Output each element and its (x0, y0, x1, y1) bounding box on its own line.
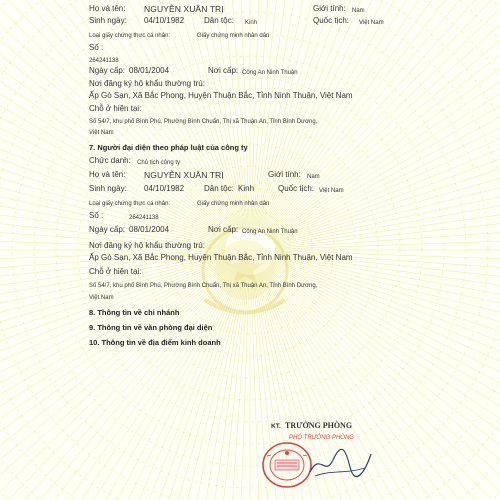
rep-issue-date: 08/01/2004 (129, 225, 170, 234)
rep-dob-label: Sinh ngày: (89, 184, 127, 193)
rep-nationality: Việt Nam (319, 188, 344, 194)
section-8-heading: 8. Thông tin về chi nhánh (89, 308, 180, 317)
rep-curr-addr-line1: Số 54/7, khu phố Bình Phú, Phường Bình Chuẩn, Thị xã Thuận An, Tỉnh Bình Dương, (89, 283, 318, 289)
rep-id-no: 264241138 (129, 215, 159, 221)
owner-id-no: 264241138 (89, 58, 119, 64)
rep-ethnic-label: Dân tộc: (204, 184, 234, 193)
rep-dob: 04/10/1982 (144, 184, 185, 193)
rep-issue-date-label: Ngày cấp: (89, 225, 126, 234)
rep-curr-addr-line2: Việt Nam (89, 295, 114, 301)
owner-perm-addr-label: Nơi đăng ký hộ khẩu thường trú: (89, 79, 205, 88)
owner-curr-addr-line1: Số 54/7, khu phố Bình Phú, Phường Bình Chuẩn, Thị xã Thuận An, Tỉnh Bình Dương, (89, 119, 318, 125)
owner-id-type: Giấy chứng minh nhân dân (197, 33, 270, 39)
rep-gender: Nam (307, 174, 320, 180)
owner-issue-place: Công An Ninh Thuận (242, 70, 298, 76)
signature-deputy: PHÓ TRƯỞNG PHÒNG (289, 435, 354, 441)
handwritten-signature (305, 442, 375, 482)
section-10-heading: 10. Thông tin về địa điểm kinh doanh (89, 338, 221, 347)
owner-name-label: Họ và tên: (89, 4, 126, 13)
rep-title: Chủ tịch công ty (137, 160, 181, 166)
rep-id-type: Giấy chứng minh nhân dân (197, 201, 270, 207)
owner-dob-label: Sinh ngày: (89, 16, 127, 25)
owner-perm-addr: Ấp Gò Sạn, Xã Bắc Phong, Huyện Thuận Bắc, Tỉnh Ninh Thuận, Việt Nam (89, 91, 353, 100)
owner-nationality-label: Quốc tịch: (313, 16, 350, 25)
rep-ethnic: Kinh (238, 184, 255, 193)
owner-curr-addr-line2: Việt Nam (89, 130, 114, 136)
section-9-heading: 9. Thông tin về văn phòng đại diện (89, 323, 213, 332)
owner-gender: Nam (352, 8, 365, 14)
owner-issue-place-label: Nơi cấp: (208, 66, 239, 75)
rep-name: NGUYỄN XUÂN TRỊ (144, 170, 224, 180)
section-7-heading: 7. Người đại diện theo pháp luật của công ty (89, 143, 248, 152)
owner-curr-addr-label: Chỗ ở hiện tại: (89, 104, 142, 113)
rep-id-type-label: Loại giấy chứng thực cá nhân: (89, 201, 171, 207)
owner-id-type-label: Loại giấy chứng thực cá nhân: (89, 33, 171, 39)
signature-kt: KT. (271, 423, 281, 430)
rep-name-label: Họ và tên: (89, 170, 126, 179)
owner-id-no-label: Số : (89, 43, 104, 52)
rep-id-no-label: Số : (89, 211, 104, 220)
owner-name: NGUYỄN XUÂN TRỊ (144, 4, 224, 14)
owner-nationality: Việt Nam (359, 20, 384, 26)
rep-issue-place: Công An Ninh Thuận (242, 229, 298, 235)
rep-perm-addr-label: Nơi đăng ký hộ khẩu thường trú: (89, 241, 205, 250)
rep-issue-place-label: Nơi cấp: (208, 225, 239, 234)
owner-ethnic: Kinh (245, 20, 258, 26)
owner-ethnic-label: Dân tộc: (204, 16, 234, 25)
rep-title-label: Chức danh: (89, 156, 131, 165)
rep-curr-addr-label: Chỗ ở hiện tại: (89, 267, 142, 276)
owner-dob: 04/10/1982 (144, 16, 185, 25)
signature-role: TRƯỞNG PHÒNG (285, 421, 353, 430)
rep-nationality-label: Quốc tịch: (278, 184, 315, 193)
rep-gender-label: Giới tính: (268, 170, 301, 179)
owner-gender-label: Giới tính: (313, 4, 346, 13)
owner-issue-date: 08/01/2004 (129, 66, 170, 75)
owner-issue-date-label: Ngày cấp: (89, 66, 126, 75)
rep-perm-addr: Ấp Gò Sạn, Xã Bắc Phong, Huyện Thuận Bắc, Tỉnh Ninh Thuận, Việt Nam (89, 253, 353, 262)
